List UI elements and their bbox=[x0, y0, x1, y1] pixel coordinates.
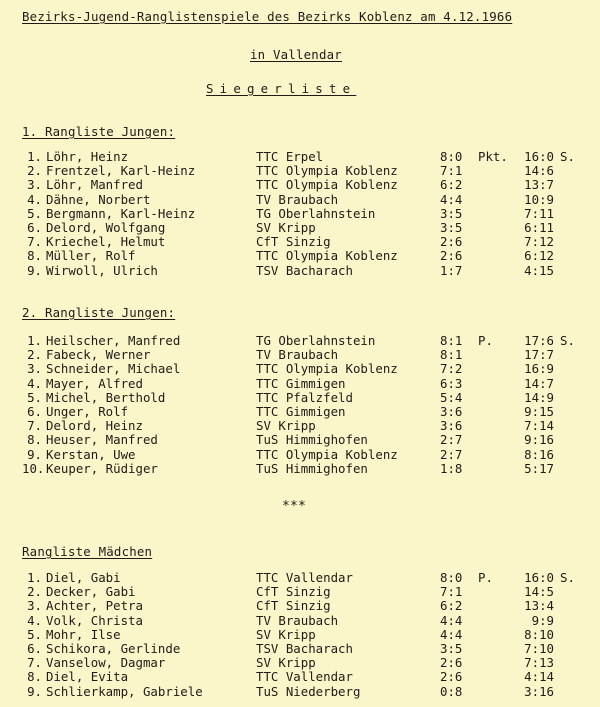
ranking-row bbox=[0, 362, 600, 376]
rank-cell: 1. bbox=[27, 570, 42, 585]
ranking-row bbox=[0, 348, 600, 362]
ranking-row bbox=[0, 585, 600, 599]
sets-ratio: 14:7 bbox=[524, 375, 554, 391]
section-heading: 2. Rangliste Jungen: bbox=[22, 305, 176, 320]
section-heading: Rangliste Mädchen bbox=[22, 544, 153, 559]
club-name: TTC Olympia Koblenz bbox=[256, 163, 398, 179]
rank-cell: 1. bbox=[27, 333, 42, 348]
player-name: Delord, Wolfgang bbox=[46, 220, 166, 235]
points-score: 1:7 bbox=[440, 262, 463, 278]
ranking-row bbox=[0, 264, 600, 278]
ranking-row bbox=[0, 207, 600, 221]
ranking-row bbox=[0, 249, 600, 263]
player-name: Wirwoll, Ulrich bbox=[46, 262, 158, 278]
list-heading: Siegerliste bbox=[206, 81, 357, 96]
ranking-row bbox=[0, 670, 600, 684]
rank-cell: 7. bbox=[27, 655, 42, 671]
player-name: Löhr, Heinz bbox=[46, 149, 129, 164]
player-name: Schikora, Gerlinde bbox=[46, 641, 181, 656]
rank-cell: 3. bbox=[27, 177, 42, 193]
ranking-row bbox=[0, 448, 600, 462]
ranking-row bbox=[0, 462, 600, 476]
club-name: TuS Niederberg bbox=[256, 683, 361, 699]
club-name: TTC Pfalzfeld bbox=[256, 389, 353, 405]
player-name: Vanselow, Dagmar bbox=[46, 655, 166, 671]
club-name: TV Braubach bbox=[256, 191, 339, 207]
points-unit: P. bbox=[478, 333, 493, 348]
player-name: Schlierkamp, Gabriele bbox=[46, 683, 203, 699]
rank-cell: 5. bbox=[27, 389, 42, 405]
sets-ratio: 7:14 bbox=[524, 418, 554, 434]
player-name: Delord, Heinz bbox=[46, 418, 143, 434]
rank-cell: 10. bbox=[22, 460, 45, 476]
sets-ratio: 17:7 bbox=[524, 347, 554, 363]
sets-ratio: 4:14 bbox=[524, 669, 554, 685]
rank-cell: 4. bbox=[27, 375, 42, 391]
sets-ratio: 16:0 bbox=[524, 570, 554, 585]
sets-ratio: 7:11 bbox=[524, 205, 554, 221]
ranking-row bbox=[0, 334, 600, 348]
club-name: TTC Vallendar bbox=[256, 570, 353, 585]
player-name: Michel, Berthold bbox=[46, 389, 166, 405]
sets-ratio: 16:9 bbox=[524, 361, 554, 377]
player-name: Mayer, Alfred bbox=[46, 375, 143, 391]
club-name: TV Braubach bbox=[256, 347, 339, 363]
rank-cell: 2. bbox=[27, 347, 42, 363]
sets-ratio: 8:16 bbox=[524, 446, 554, 462]
ranking-row bbox=[0, 685, 600, 699]
points-score: 3:5 bbox=[440, 205, 463, 221]
rank-cell: 8. bbox=[27, 669, 42, 685]
player-name: Volk, Christa bbox=[46, 612, 143, 628]
ranking-row bbox=[0, 178, 600, 192]
points-score: 3:6 bbox=[440, 418, 463, 434]
club-name: TuS Himmighofen bbox=[256, 432, 368, 448]
sets-ratio: 6:11 bbox=[524, 220, 554, 235]
points-score: 6:2 bbox=[440, 177, 463, 193]
points-score: 2:7 bbox=[440, 446, 463, 462]
points-score: 4:4 bbox=[440, 191, 463, 207]
document-subtitle: in Vallendar bbox=[250, 47, 342, 62]
separator: *** bbox=[282, 499, 307, 514]
player-name: Müller, Rolf bbox=[46, 248, 136, 264]
points-score: 4:4 bbox=[440, 626, 463, 642]
ranking-row bbox=[0, 599, 600, 613]
sets-ratio: 13:7 bbox=[524, 177, 554, 193]
player-name: Kerstan, Uwe bbox=[46, 446, 136, 462]
points-score: 2:6 bbox=[440, 669, 463, 685]
sets-ratio: 16:0 bbox=[524, 149, 554, 164]
rank-cell: 6. bbox=[27, 220, 42, 235]
ranking-row bbox=[0, 614, 600, 628]
sets-unit: S. bbox=[560, 570, 575, 585]
document-title: Bezirks-Jugend-Ranglistenspiele des Bezirks Koblenz am 4.12.1966 bbox=[22, 9, 513, 24]
player-name: Achter, Petra bbox=[46, 598, 143, 614]
sets-ratio: 5:17 bbox=[524, 460, 554, 476]
rank-cell: 8. bbox=[27, 432, 42, 448]
points-score: 8:1 bbox=[440, 333, 463, 348]
club-name: SV Kripp bbox=[256, 220, 316, 235]
points-score: 3:5 bbox=[440, 641, 463, 656]
points-score: 7:2 bbox=[440, 361, 463, 377]
sets-ratio: 9:9 bbox=[531, 612, 554, 628]
club-name: TTC Olympia Koblenz bbox=[256, 248, 398, 264]
sets-unit: S. bbox=[560, 333, 575, 348]
rank-cell: 9. bbox=[27, 446, 42, 462]
rank-cell: 1. bbox=[27, 149, 42, 164]
club-name: TTC Erpel bbox=[256, 149, 324, 164]
player-name: Keuper, Rüdiger bbox=[46, 460, 158, 476]
player-name: Decker, Gabi bbox=[46, 584, 136, 600]
points-score: 4:4 bbox=[440, 612, 463, 628]
ranking-row bbox=[0, 164, 600, 178]
sets-ratio: 17:6 bbox=[524, 333, 554, 348]
club-name: CfT Sinzig bbox=[256, 598, 331, 614]
sets-ratio: 14:9 bbox=[524, 389, 554, 405]
player-name: Schneider, Michael bbox=[46, 361, 181, 377]
rank-cell: 9. bbox=[27, 262, 42, 278]
club-name: SV Kripp bbox=[256, 626, 316, 642]
rank-cell: 5. bbox=[27, 626, 42, 642]
points-score: 2:6 bbox=[440, 655, 463, 671]
sets-ratio: 6:12 bbox=[524, 248, 554, 264]
ranking-row bbox=[0, 628, 600, 642]
player-name: Dähne, Norbert bbox=[46, 191, 151, 207]
player-name: Heuser, Manfred bbox=[46, 432, 158, 448]
ranking-row bbox=[0, 419, 600, 433]
ranking-row bbox=[0, 221, 600, 235]
points-score: 2:6 bbox=[440, 248, 463, 264]
club-name: CfT Sinzig bbox=[256, 584, 331, 600]
points-score: 1:8 bbox=[440, 460, 463, 476]
sets-ratio: 14:6 bbox=[524, 163, 554, 179]
club-name: TG Oberlahnstein bbox=[256, 333, 376, 348]
rank-cell: 6. bbox=[27, 641, 42, 656]
ranking-row bbox=[0, 571, 600, 585]
ranking-row bbox=[0, 405, 600, 419]
rank-cell: 2. bbox=[27, 584, 42, 600]
rank-cell: 4. bbox=[27, 612, 42, 628]
club-name: TTC Olympia Koblenz bbox=[256, 361, 398, 377]
points-score: 3:6 bbox=[440, 404, 463, 419]
points-score: 2:6 bbox=[440, 234, 463, 250]
player-name: Unger, Rolf bbox=[46, 404, 129, 419]
sets-ratio: 9:16 bbox=[524, 432, 554, 448]
club-name: SV Kripp bbox=[256, 418, 316, 434]
ranking-row bbox=[0, 150, 600, 164]
points-score: 3:5 bbox=[440, 220, 463, 235]
sets-ratio: 9:15 bbox=[524, 404, 554, 419]
points-score: 8:1 bbox=[440, 347, 463, 363]
club-name: TSV Bacharach bbox=[256, 641, 353, 656]
rank-cell: 7. bbox=[27, 418, 42, 434]
rank-cell: 9. bbox=[27, 683, 42, 699]
player-name: Bergmann, Karl-Heinz bbox=[46, 205, 196, 221]
points-score: 5:4 bbox=[440, 389, 463, 405]
club-name: TTC Olympia Koblenz bbox=[256, 177, 398, 193]
player-name: Diel, Evita bbox=[46, 669, 129, 685]
rank-cell: 7. bbox=[27, 234, 42, 250]
club-name: TG Oberlahnstein bbox=[256, 205, 376, 221]
club-name: TSV Bacharach bbox=[256, 262, 353, 278]
points-unit: Pkt. bbox=[478, 149, 508, 164]
points-score: 8:0 bbox=[440, 570, 463, 585]
player-name: Mohr, Ilse bbox=[46, 626, 121, 642]
player-name: Löhr, Manfred bbox=[46, 177, 143, 193]
club-name: TuS Himmighofen bbox=[256, 460, 368, 476]
sets-ratio: 7:12 bbox=[524, 234, 554, 250]
rank-cell: 8. bbox=[27, 248, 42, 264]
points-score: 6:3 bbox=[440, 375, 463, 391]
club-name: TTC Gimmigen bbox=[256, 375, 346, 391]
sets-ratio: 7:13 bbox=[524, 655, 554, 671]
points-score: 0:8 bbox=[440, 683, 463, 699]
points-score: 7:1 bbox=[440, 584, 463, 600]
rank-cell: 2. bbox=[27, 163, 42, 179]
sets-ratio: 10:9 bbox=[524, 191, 554, 207]
player-name: Kriechel, Helmut bbox=[46, 234, 166, 250]
rank-cell: 3. bbox=[27, 361, 42, 377]
ranking-row bbox=[0, 642, 600, 656]
points-score: 6:2 bbox=[440, 598, 463, 614]
club-name: TV Braubach bbox=[256, 612, 339, 628]
sets-ratio: 3:16 bbox=[524, 683, 554, 699]
points-unit: P. bbox=[478, 570, 493, 585]
sets-ratio: 14:5 bbox=[524, 584, 554, 600]
points-score: 8:0 bbox=[440, 149, 463, 164]
points-score: 7:1 bbox=[440, 163, 463, 179]
club-name: CfT Sinzig bbox=[256, 234, 331, 250]
ranking-row bbox=[0, 433, 600, 447]
ranking-row bbox=[0, 391, 600, 405]
ranking-row bbox=[0, 377, 600, 391]
player-name: Diel, Gabi bbox=[46, 570, 121, 585]
rank-cell: 4. bbox=[27, 191, 42, 207]
club-name: SV Kripp bbox=[256, 655, 316, 671]
section-heading: 1. Rangliste Jungen: bbox=[22, 124, 176, 139]
player-name: Heilscher, Manfred bbox=[46, 333, 181, 348]
club-name: TTC Olympia Koblenz bbox=[256, 446, 398, 462]
club-name: TTC Vallendar bbox=[256, 669, 353, 685]
sets-ratio: 13:4 bbox=[524, 598, 554, 614]
club-name: TTC Gimmigen bbox=[256, 404, 346, 419]
player-name: Fabeck, Werner bbox=[46, 347, 151, 363]
sets-ratio: 4:15 bbox=[524, 262, 554, 278]
ranking-row bbox=[0, 235, 600, 249]
ranking-row bbox=[0, 193, 600, 207]
sets-ratio: 8:10 bbox=[524, 626, 554, 642]
points-score: 2:7 bbox=[440, 432, 463, 448]
rank-cell: 6. bbox=[27, 404, 42, 419]
rank-cell: 3. bbox=[27, 598, 42, 614]
sets-unit: S. bbox=[560, 149, 575, 164]
sets-ratio: 7:10 bbox=[524, 641, 554, 656]
ranking-row bbox=[0, 656, 600, 670]
rank-cell: 5. bbox=[27, 205, 42, 221]
player-name: Frentzel, Karl-Heinz bbox=[46, 163, 196, 179]
